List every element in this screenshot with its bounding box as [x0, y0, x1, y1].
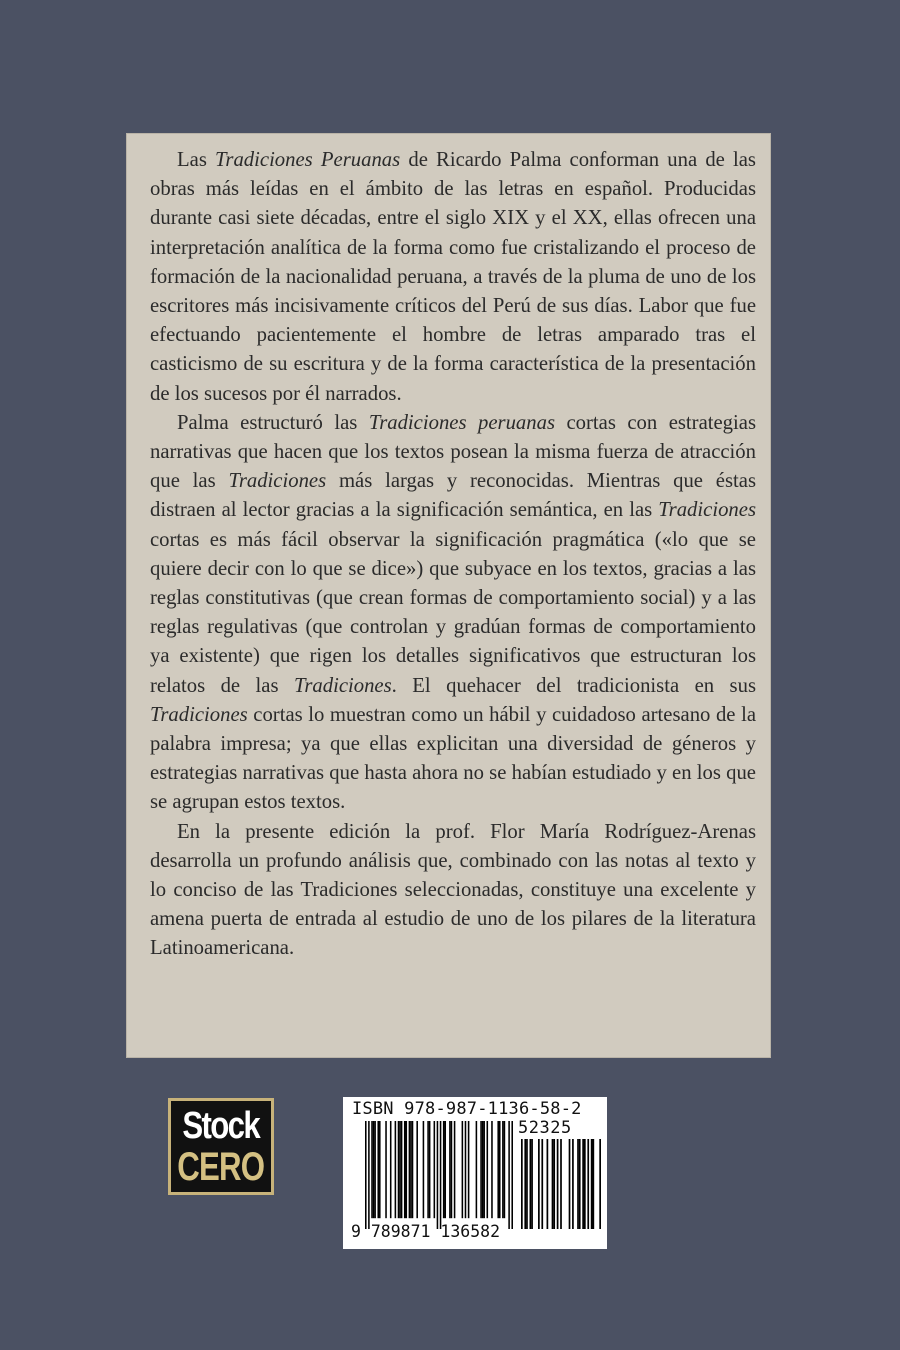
- addon-bar: [530, 1139, 532, 1229]
- italic-title: Tradiciones: [293, 674, 392, 697]
- barcode-bar: [427, 1121, 429, 1218]
- barcode-bar: [468, 1121, 470, 1218]
- addon-bar: [577, 1139, 579, 1229]
- barcode-bar: [482, 1121, 484, 1218]
- barcode-bar: [454, 1121, 456, 1218]
- description-paragraph-1: Las Tradiciones Peruanas de Ricardo Palma conforman una de las obras más leídas en el ámbito de las letras en español. Producidas durante casi siete décadas, entre el siglo XIX y el XX, ellas ofrecen una interpretación analítica de la forma como fue cristalizando el proceso de formación de la nacionalidad peruana, a través de la pluma de uno de los escritores más incisivamente críticos del Perú de sus días. Labor que fue efectuando pacientemente el hombre de letras amparado tras el casticismo de su escritura y de la forma característica de la presentación de los sucesos por él narrados.: [150, 149, 756, 405]
- addon-bar: [524, 1139, 526, 1229]
- addon-bar: [582, 1139, 584, 1229]
- isbn-barcode: [343, 1097, 607, 1249]
- barcode-bar: [404, 1121, 406, 1218]
- logo-word-stock: Stock: [182, 1104, 260, 1147]
- barcode-bar: [368, 1121, 370, 1229]
- addon-bar: [521, 1139, 523, 1229]
- addon-bar: [541, 1139, 543, 1229]
- back-cover-description: [126, 133, 771, 1058]
- addon-bar: [531, 1139, 533, 1229]
- barcode-bar: [437, 1121, 439, 1229]
- barcode-bar: [491, 1121, 493, 1218]
- barcode-bar: [406, 1121, 408, 1218]
- barcode-bar: [440, 1121, 442, 1229]
- barcode-bar: [465, 1121, 467, 1218]
- barcode-bar: [423, 1121, 425, 1218]
- barcode-bar: [497, 1121, 499, 1218]
- isbn-label: ISBN 978-987-1136-58-2: [352, 1099, 582, 1119]
- barcode-bar: [487, 1121, 489, 1218]
- barcode-bar: [373, 1121, 375, 1218]
- barcode-bar: [462, 1121, 464, 1218]
- barcode-bar: [385, 1121, 387, 1218]
- addon-bar: [572, 1139, 574, 1229]
- barcode-bar: [377, 1121, 379, 1218]
- addon-bar: [587, 1139, 589, 1229]
- addon-bar: [591, 1139, 593, 1229]
- barcode-bar: [511, 1121, 513, 1229]
- italic-title: Tradiciones: [228, 470, 327, 493]
- italic-title: Tradiciones peruanas: [368, 411, 556, 434]
- italic-title: Tradiciones Peruanas: [215, 149, 401, 171]
- barcode-bar: [412, 1121, 414, 1218]
- ean-digits: 9 789871 136582: [351, 1222, 501, 1241]
- barcode-bar: [502, 1121, 504, 1218]
- barcode-bar: [399, 1121, 401, 1218]
- barcode-bar: [444, 1121, 446, 1218]
- logo-inner: [171, 1101, 271, 1192]
- barcode-bar: [416, 1121, 418, 1218]
- addon-barcode-bars: [521, 1139, 601, 1229]
- addon-bar: [526, 1139, 528, 1229]
- barcode-bar: [476, 1121, 478, 1218]
- barcode-bar: [398, 1121, 400, 1218]
- barcode-bar: [449, 1121, 451, 1218]
- barcode-bar: [434, 1121, 436, 1218]
- description-paragraph-2: Palma estructuró las Tradiciones peruanas cortas con estrategias narrativas que hacen que los textos posean la misma fuerza de atracción que las Tradiciones más largas y reconocidas. Mientras que éstas distraen al lector gracias a la significación semántica, en las Tradiciones cortas es más fácil observar la significación pragmática («lo que se quiere decir con lo que se dice») que subyace en los textos, gracias a las reglas constitutivas (que crean formas de comportamiento social) y a las reglas regulativas (que controlan y gradúan formas de comportamiento ya existente) que rigen los detalles significativos que estructuran los relatos de las Tradiciones. El quehacer del tradicionista en sus Tradiciones cortas lo muestran como un hábil y cuidadoso artesano de la palabra impresa; ya que ellas explicitan una diversidad de géneros y estrategias narrativas que hasta ahora no se habían estudiado y en los que se agrupan estos textos.: [150, 411, 756, 814]
- ean13-barcode-bars: [365, 1121, 513, 1229]
- barcode-bar: [390, 1121, 392, 1218]
- price-code: 52325: [518, 1118, 572, 1138]
- addon-bar: [592, 1139, 594, 1229]
- barcode-bar: [451, 1121, 453, 1218]
- barcode-bar: [401, 1121, 403, 1218]
- barcode-bar: [429, 1121, 431, 1218]
- barcode-bar: [508, 1121, 510, 1229]
- stockcero-publisher-logo: [168, 1098, 274, 1195]
- addon-bar: [552, 1139, 554, 1229]
- addon-bar: [599, 1139, 601, 1229]
- barcode-bar: [395, 1121, 397, 1218]
- addon-bar: [584, 1139, 586, 1229]
- description-paragraph-3: En la presente edición la prof. Flor María Rodríguez-Arenas desarrolla un profundo análisis que, combinado con las notas al texto y lo conciso de las Tradiciones seleccionadas, constituye una excelente y amena puerta de entrada al estudio de uno de los pilares de la literatura Latinoamericana.: [150, 820, 756, 960]
- barcode-bar: [371, 1121, 373, 1218]
- barcode-bar: [409, 1121, 411, 1218]
- italic-title: Tradiciones: [658, 499, 756, 522]
- addon-bar: [557, 1139, 559, 1229]
- barcode-bar: [499, 1121, 501, 1218]
- barcode-bar: [504, 1121, 506, 1218]
- addon-bar: [560, 1139, 562, 1229]
- addon-bar: [579, 1139, 581, 1229]
- barcode-bar: [483, 1121, 485, 1218]
- barcode-bar: [410, 1121, 412, 1218]
- addon-bar: [553, 1139, 555, 1229]
- barcode-bar: [443, 1121, 445, 1218]
- logo-word-cero: CERO: [177, 1144, 265, 1189]
- addon-bar: [547, 1139, 549, 1229]
- barcode-bar: [379, 1121, 381, 1218]
- barcode-bar: [365, 1121, 367, 1229]
- addon-bar: [538, 1139, 540, 1229]
- barcode-bar: [374, 1121, 376, 1218]
- italic-title: Tradiciones: [150, 703, 248, 726]
- addon-bar: [569, 1139, 571, 1229]
- barcode-bar: [480, 1121, 482, 1218]
